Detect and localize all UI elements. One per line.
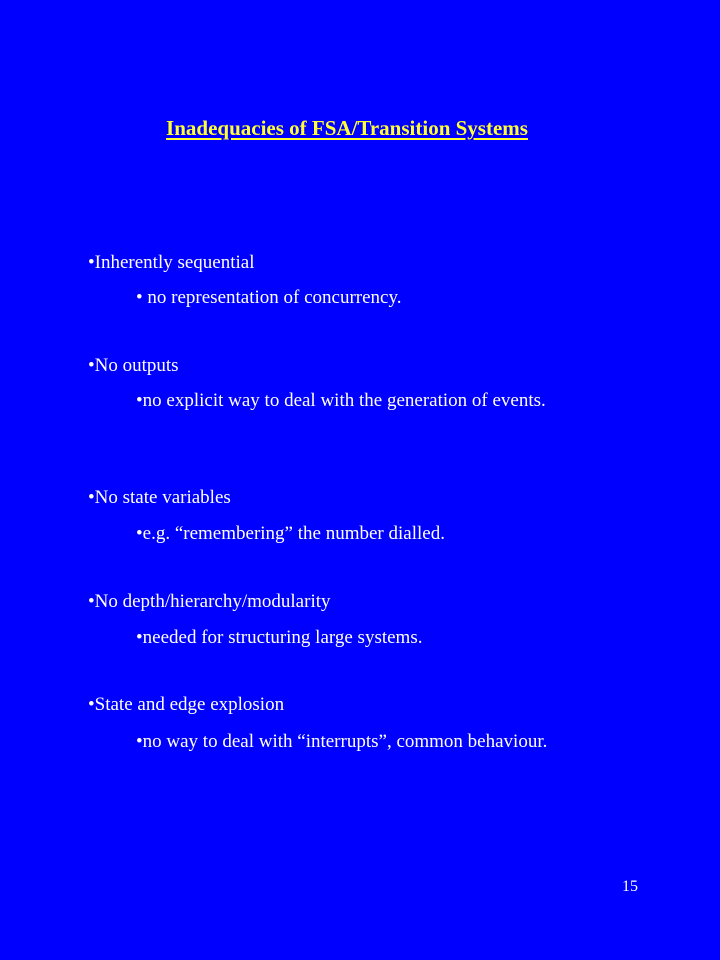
bullet-item-1: •Inherently sequential xyxy=(88,252,255,273)
slide-title: Inadequacies of FSA/Transition Systems xyxy=(166,116,528,140)
bullet-item-4: •No depth/hierarchy/modularity xyxy=(88,591,331,612)
bullet-item-2: •No outputs xyxy=(88,355,179,376)
sub-bullet-item-4: •needed for structuring large systems. xyxy=(136,627,423,648)
page-number: 15 xyxy=(622,878,638,895)
sub-bullet-item-2: •no explicit way to deal with the generation of events. xyxy=(136,390,546,411)
sub-bullet-item-5: •no way to deal with “interrupts”, common behaviour. xyxy=(136,731,548,752)
sub-bullet-item-3: •e.g. “remembering” the number dialled. xyxy=(136,523,445,544)
sub-bullet-item-1: • no representation of concurrency. xyxy=(136,287,402,308)
bullet-item-5: •State and edge explosion xyxy=(88,694,285,715)
bullet-item-3: •No state variables xyxy=(88,487,231,508)
